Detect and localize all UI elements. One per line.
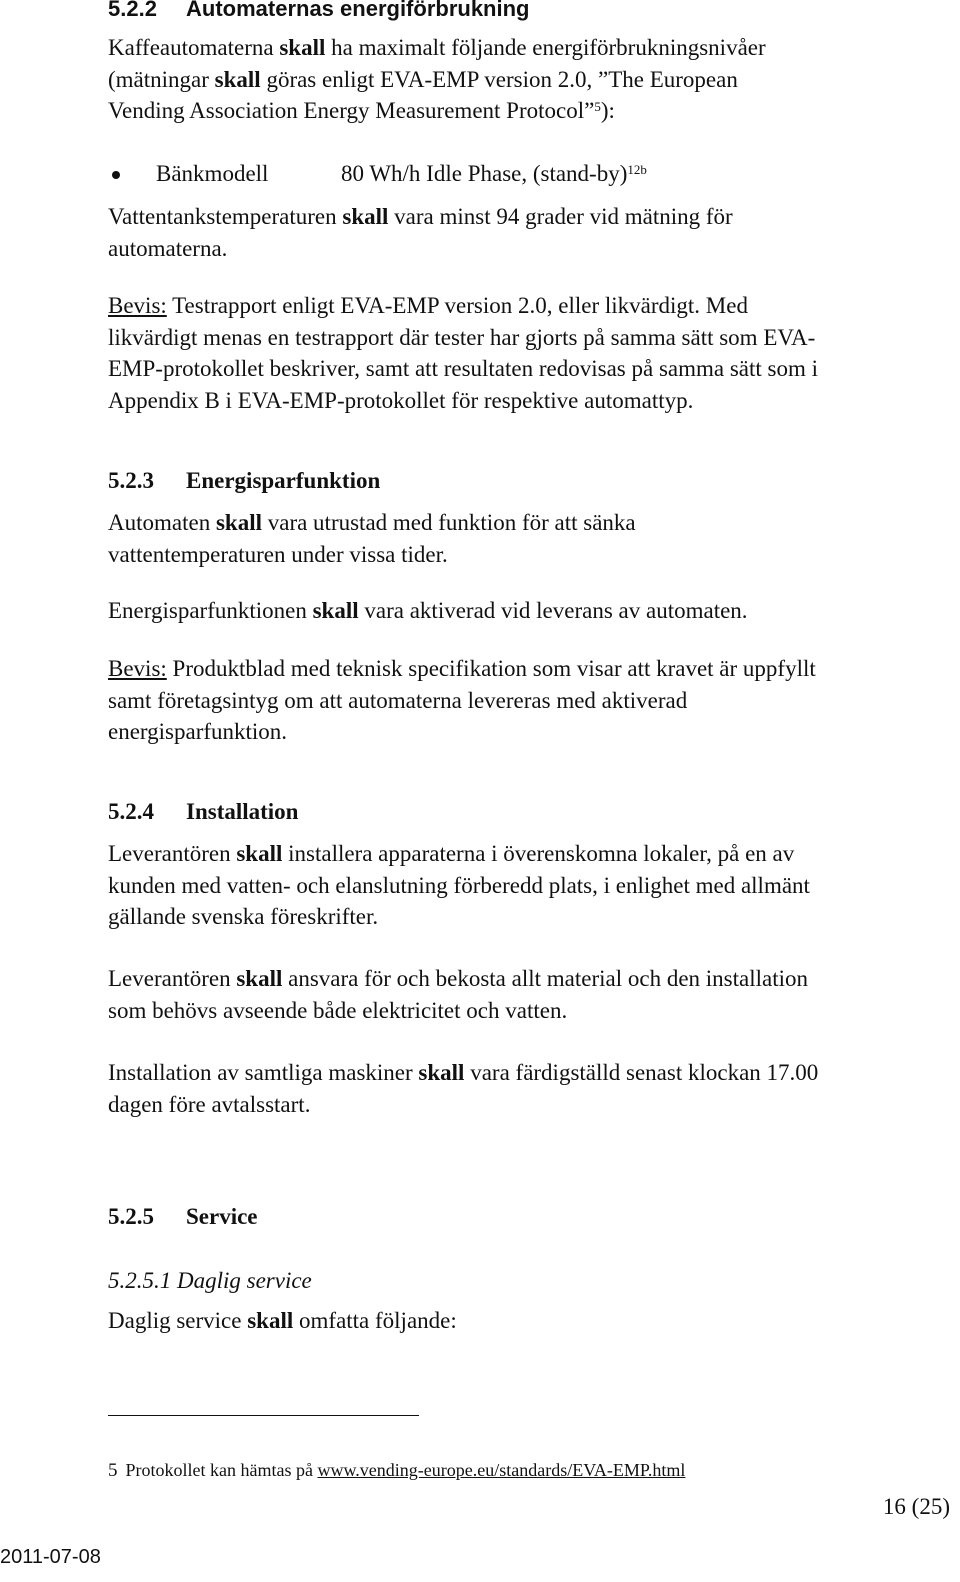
paragraph-installation-deadline: Installation av samtliga maskiner skall vara färdigställd senast klockan 17.00 dagen före avtalsstart.	[108, 1060, 819, 1117]
section-title: Automaternas energiförbrukning	[186, 0, 530, 21]
bullet-icon	[112, 171, 120, 179]
paragraph-bevis-product-sheet: Bevis: Produktblad med teknisk specifikation som visar att kravet är uppfyllt samt företagsintyg om att automaterna levereras med aktiverad energisparfunktion.	[108, 656, 816, 744]
paragraph-daily-service: Daglig service skall omfatta följande:	[108, 1308, 457, 1333]
paragraph-energy-saving-activated: Energisparfunktionen skall vara aktiverad vid leverans av automaten.	[108, 598, 748, 623]
bullet-value: 80 Wh/h Idle Phase, $(stand-by)^{12b}$	[341, 161, 647, 186]
section-title: Installation	[186, 799, 299, 824]
section-heading-5-2-4	[108, 799, 298, 825]
paragraph-water-temperature: Vattentankstemperaturen skall vara minst 94 grader vid mätning för automaterna.	[108, 204, 733, 261]
page-number: 16 (25)	[882, 1494, 950, 1519]
paragraph-installation-materials: Leverantören skall ansvara för och bekosta allt material och den installation som behövs avseende både elektricitet och vatten.	[108, 966, 808, 1023]
footnote-divider	[108, 1415, 419, 1416]
subsection-heading-daglig-service: 5.2.5.1 Daglig service	[108, 1268, 312, 1293]
section-heading-5-2-5	[108, 1204, 258, 1230]
footnote	[108, 1460, 685, 1482]
section-heading-5-2-3	[108, 468, 380, 494]
section-number: 5.2.5	[108, 1204, 154, 1229]
bevis-label: Bevis:	[108, 293, 167, 318]
document-date: 2011-07-08	[0, 1546, 101, 1568]
paragraph-consumption-levels: Kaffeautomaterna skall ha maximalt följande energiförbrukningsnivåer (mätningar skall göras enligt EVA-EMP version 2.0, ”The European Vending Association Energy Measurement Protocol”$^5$):	[108, 35, 766, 123]
paragraph-bevis-test-report: Bevis: Testrapport enligt EVA-EMP version 2.0, eller likvärdigt. Med likvärdigt menas en testrapport där tester har gjorts på samma sätt som EVA- EMP-protokollet beskriver, samt att resultaten redovisas på samma sätt som i Appendix B i EVA-EMP-protokollet för respektive automattyp.	[108, 293, 819, 413]
bullet-label: Bänkmodell	[156, 161, 269, 186]
bevis-label: Bevis:	[108, 656, 167, 681]
paragraph-energy-saving-function: Automaten skall vara utrustad med funktion för att sänka vattentemperaturen under vissa tider.	[108, 510, 636, 567]
section-title: Energisparfunktion	[186, 468, 381, 493]
section-heading-5-2-2	[108, 0, 529, 22]
section-title: Service	[186, 1204, 258, 1229]
footnote-link[interactable]: www.vending-europe.eu/standards/EVA-EMP.html	[317, 1460, 686, 1480]
footnote-mark: 5	[108, 1460, 118, 1481]
section-number: 5.2.2	[108, 0, 157, 21]
footnote-text: Protokollet kan hämtas på	[125, 1460, 318, 1480]
footnote-ref: 5	[594, 99, 601, 114]
paragraph-installation-premises: Leverantören skall installera apparaterna i överenskomna lokaler, på en av kunden med vatten- och elanslutning förberedd plats, i enlighet med allmänt gällande svenska föreskrifter.	[108, 841, 810, 929]
section-number: 5.2.4	[108, 799, 154, 824]
section-number: 5.2.3	[108, 468, 154, 493]
